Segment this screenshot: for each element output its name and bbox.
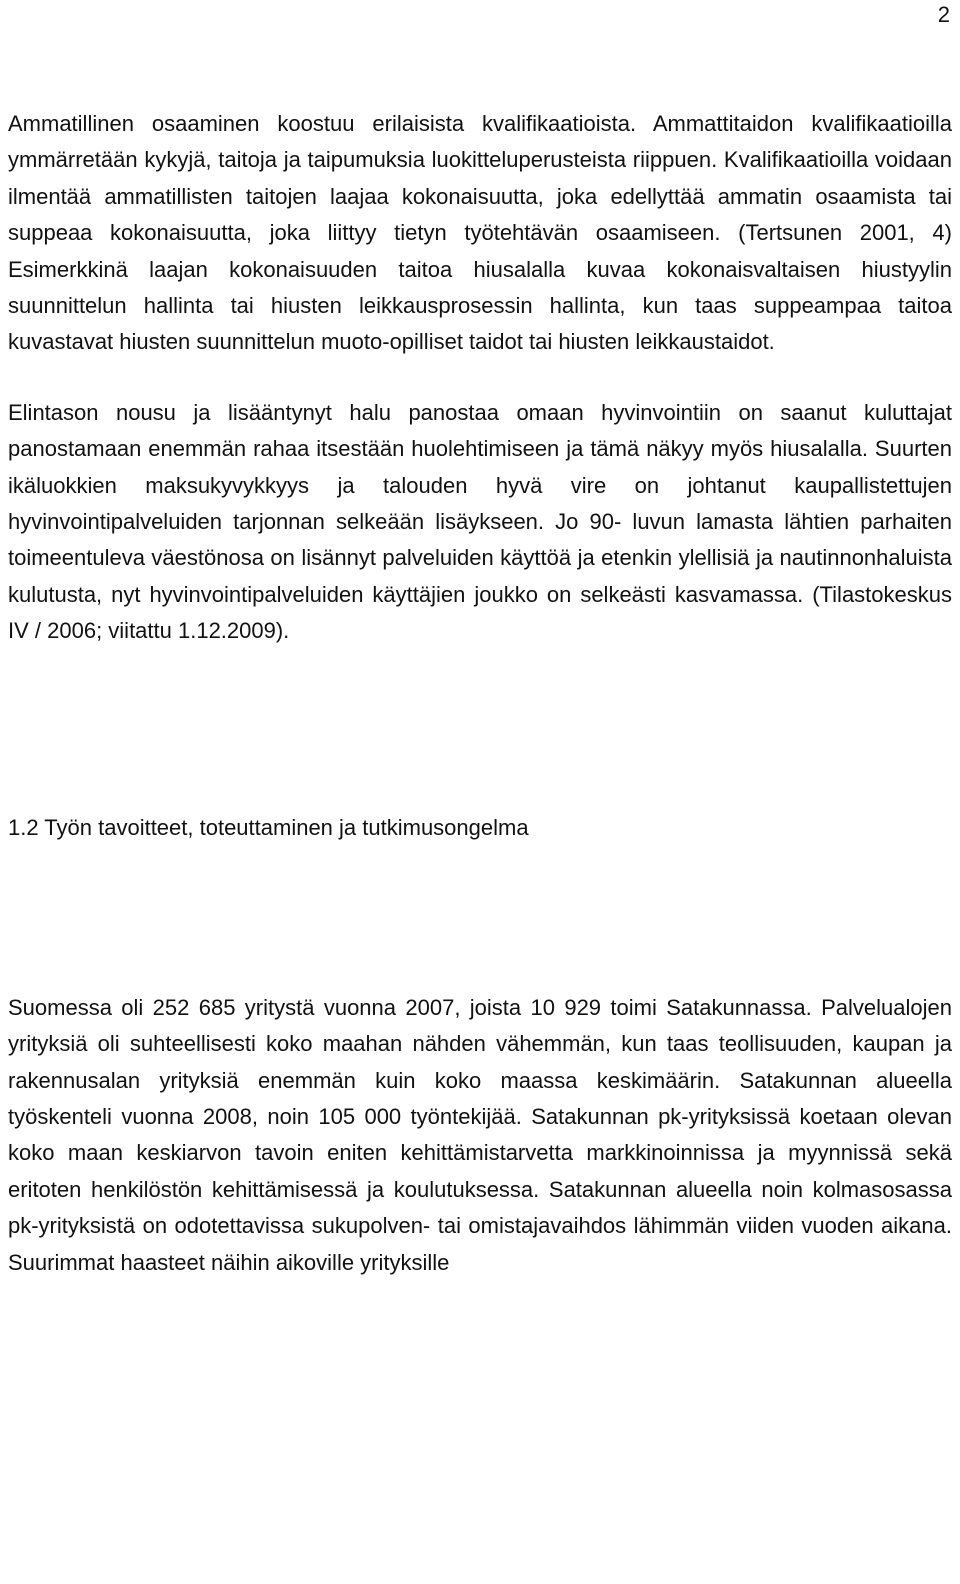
section-heading: 1.2 Työn tavoitteet, toteuttaminen ja tutkimusongelma bbox=[8, 814, 529, 840]
paragraph-professional-competence: Ammatillinen osaaminen koostuu erilaisista kvalifikaatioista. Ammattitaidon kvalifikaatioilla ymmärretään kykyjä, taitoja ja taipumuksia luokitteluperusteista riippuen. Kvalifikaatioilla voidaan ilmentää ammatillisten taitojen laajaa kokonaisuutta, joka edellyttää ammatin osaamista tai suppeaa kokonaisuutta, joka liittyy tietyn työtehtävän osaamiseen. (Tertsunen 2001, 4) Esimerkkinä laajan kokonaisuuden taitoa hiusalalla kuvaa kokonaisvaltaisen hiustyylin suunnittelun hallinta tai hiusten leikkausprosessin hallinta, kun taas suppeampaa taitoa kuvastavat hiusten suunnittelun muoto-opilliset taidot tai hiusten leikkaustaidot. bbox=[8, 111, 952, 355]
document-body bbox=[8, 106, 952, 1281]
paragraph-satakunta-companies: Suomessa oli 252 685 yritystä vuonna 2007, joista 10 929 toimi Satakunnassa. Palvelualojen yrityksiä oli suhteellisesti koko maahan nähden vähemmän, kun taas teollisuuden, kaupan ja rakennusalan yrityksiä enemmän kuin koko maassa keskimäärin. Satakunnan alueella työskenteli vuonna 2008, noin 105 000 työntekijää. Satakunnan pk-yrityksissä koetaan olevan koko maan keskiarvon tavoin eniten kehittämistarvetta markkinoinnissa ja myynnissä sekä eritoten henkilöstön kehittämisessä ja koulutuksessa. Satakunnan alueella noin kolmasosassa pk-yrityksistä on odotettavissa sukupolven- tai omistajavaihdos lähimmän viiden vuoden aikana. Suurimmat haasteet näihin aikoville yrityksille bbox=[8, 994, 952, 1275]
page-number: 2 bbox=[937, 2, 950, 27]
paragraph-wellbeing-services: Elintason nousu ja lisääntynyt halu panostaa omaan hyvinvointiin on saanut kuluttajat panostamaan enemmän rahaa itsestään huolehtimiseen ja tämä näkyy myös hiusalalla. Suurten ikäluokkien maksukyvykkyys ja talouden hyvä vire on johtanut kaupallistettujen hyvinvointipalveluiden tarjonnan selkeään lisäykseen. Jo 90- luvun lamasta lähtien parhaiten toimeentuleva väestönosa on lisännyt palveluiden käyttöä ja etenkin ylellisiä ja nautinnonhaluista kulutusta, nyt hyvinvointipalveluiden käyttäjien joukko on selkeästi kasvamassa. (Tilastokeskus IV / 2006; viitattu 1.12.2009). bbox=[8, 399, 952, 644]
